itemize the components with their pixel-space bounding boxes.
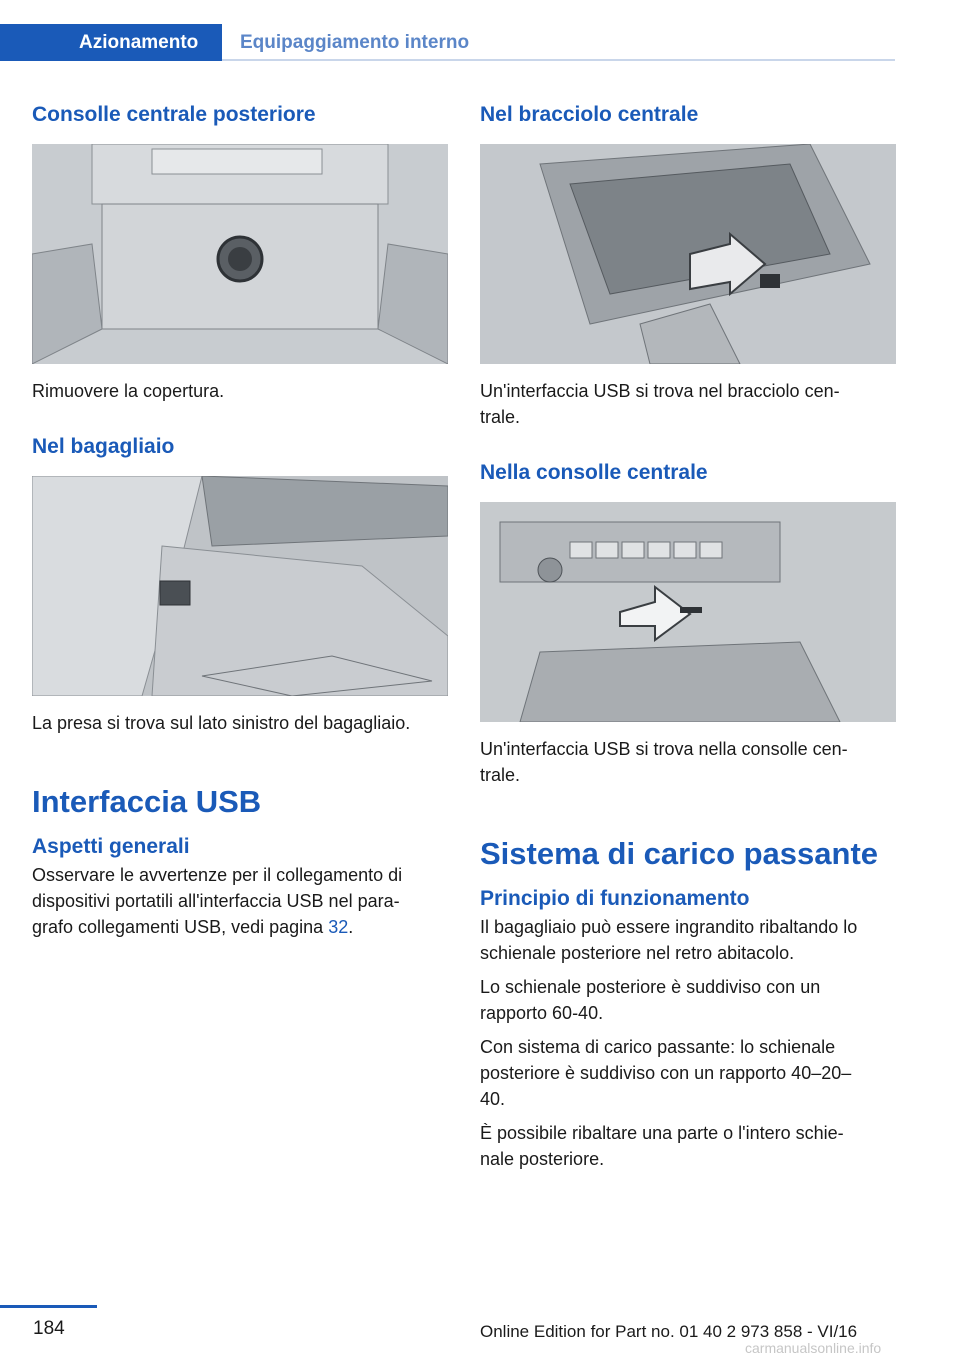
caption-armrest-line1: Un'interfaccia USB si trova nel bracciolo cen- <box>480 381 840 401</box>
p2-line2: rapporto 60-40. <box>480 1003 604 1023</box>
subheading-general: Aspetti generali <box>32 835 190 858</box>
usb-text-line1: Osservare le avvertenze per il collegamento di <box>32 865 403 885</box>
left-column <box>32 100 448 940</box>
subheading-operating-principle: Principio di funzionamento <box>480 887 750 910</box>
p1-line2: schienale posteriore nel retro abitacolo. <box>480 943 795 963</box>
paragraph-3 <box>480 1034 896 1112</box>
heading-usb-interface: Interfaccia USB <box>32 784 262 819</box>
paragraph-1 <box>480 914 896 966</box>
caption-armrest-line2: trale. <box>480 407 521 427</box>
watermark: carmanualsonline.info <box>745 1340 882 1356</box>
p3-line2: posteriore è suddiviso con un rapporto 40–20– <box>480 1063 852 1083</box>
section-title-center-console: Nella consolle centrale <box>480 461 708 484</box>
caption-armrest <box>480 378 896 430</box>
paragraph-2 <box>480 974 896 1026</box>
center-console-photo <box>480 502 896 722</box>
usb-text-line3: grafo collegamenti USB, vedi pagina <box>32 917 329 937</box>
p1-line1: Il bagagliaio può essere ingrandito ribaltando lo <box>480 917 858 937</box>
section-title-trunk: Nel bagagliaio <box>32 435 175 458</box>
header-tabbar <box>0 0 895 62</box>
caption-console-line1: Un'interfaccia USB si trova nella consolle cen- <box>480 739 848 759</box>
usb-text-end: . <box>348 917 354 937</box>
caption-trunk: La presa si trova sul lato sinistro del bagagliaio. <box>32 713 411 733</box>
usb-text-line2: dispositivi portatili all'interfaccia USB nel para- <box>32 891 400 911</box>
page-number: 184 <box>33 1318 65 1339</box>
armrest-photo <box>480 144 896 364</box>
p3-line3: 40. <box>480 1089 506 1109</box>
paragraph-4 <box>480 1120 896 1172</box>
tab-azionamento[interactable]: Azionamento <box>0 24 222 61</box>
p4-line2: nale posteriore. <box>480 1149 605 1169</box>
page-link-32[interactable]: 32 <box>328 917 349 937</box>
p3-line1: Con sistema di carico passante: lo schienale <box>480 1037 836 1057</box>
caption-console-line2: trale. <box>480 765 521 785</box>
p4-line1: È possibile ribaltare una parte o l'intero schie- <box>480 1123 844 1143</box>
trunk-photo <box>32 476 448 696</box>
section-title-armrest: Nel bracciolo centrale <box>480 103 699 126</box>
rear-console-photo <box>32 144 448 364</box>
right-column <box>480 100 896 1172</box>
caption-rear-console: Rimuovere la copertura. <box>32 381 225 401</box>
edition-text: Online Edition for Part no. 01 40 2 973 858 - VI/16 <box>480 1322 858 1341</box>
tab-equipaggiamento-interno[interactable]: Equipaggiamento interno <box>240 32 470 53</box>
footer-rule <box>0 1305 97 1308</box>
usb-paragraph <box>32 862 448 940</box>
tab-underline <box>222 59 895 61</box>
section-title-rear-console: Consolle centrale posteriore <box>32 103 316 126</box>
heading-load-through-system: Sistema di carico passante <box>480 836 879 871</box>
p2-line1: Lo schienale posteriore è suddiviso con un <box>480 977 821 997</box>
caption-center-console <box>480 736 896 788</box>
